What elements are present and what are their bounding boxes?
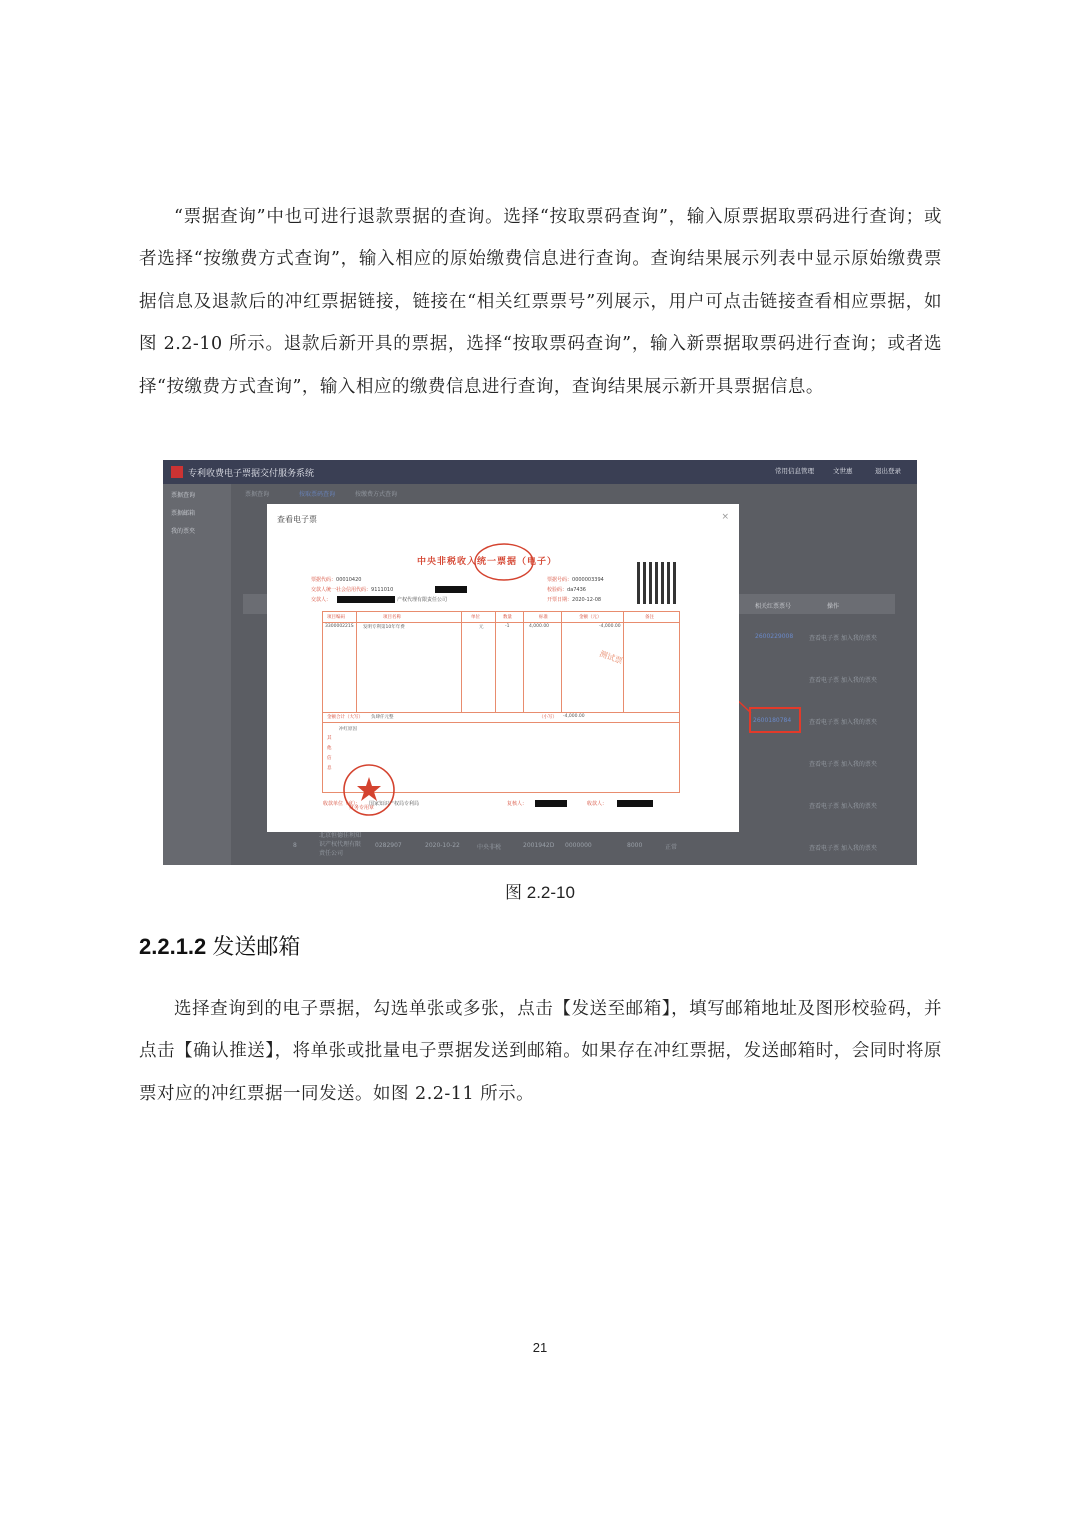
divider bbox=[323, 722, 679, 723]
red-ticket-link[interactable]: 2600180784 bbox=[753, 717, 792, 724]
app-title: 专利收费电子票据交付服务系统 bbox=[188, 469, 315, 479]
menu-info-manage[interactable]: 常用信息管理 bbox=[775, 467, 814, 475]
red-ticket-link[interactable]: 2600229008 bbox=[755, 633, 794, 640]
payer-id: 交款人统一社会信用代码：9111010 bbox=[311, 587, 394, 593]
invoice-code: 票据代码：00010420 bbox=[311, 577, 362, 583]
other-info-label: 其他信息 bbox=[327, 736, 332, 771]
other-info: 冲红原因 bbox=[339, 727, 357, 732]
menu-logout[interactable]: 退出登录 bbox=[875, 467, 901, 475]
unit-label: 收款单位（章）： bbox=[323, 801, 361, 807]
seal-text: 财务专用章 bbox=[349, 805, 375, 811]
col-header: 金额（元） bbox=[579, 615, 602, 620]
table-cell: -1 bbox=[505, 624, 510, 629]
table-cell: 发明专利第10年年费 bbox=[363, 625, 405, 630]
col-actions: 操作 bbox=[827, 603, 840, 610]
row-actions[interactable]: 查看电子票 加入我的票夹 bbox=[809, 761, 877, 768]
modal-title: 查看电子票 bbox=[277, 515, 317, 524]
sidebar bbox=[163, 484, 231, 865]
redaction bbox=[535, 800, 567, 807]
total-upper: 负肆仟元整 bbox=[371, 715, 394, 720]
payer: 交款人： bbox=[311, 597, 332, 603]
divider bbox=[461, 612, 462, 712]
col-header: 项目名称 bbox=[383, 615, 401, 620]
test-stamp: 测试票 bbox=[598, 649, 624, 666]
screenshot-figure bbox=[163, 460, 917, 865]
table-cell: 正常 bbox=[665, 844, 678, 851]
invoice-title: 中央非税收入统一票据（电子） bbox=[417, 557, 558, 567]
highlight-box bbox=[749, 707, 801, 733]
table-cell: 元 bbox=[479, 625, 484, 630]
row-actions[interactable]: 查看电子票 加入我的票夹 bbox=[809, 845, 877, 852]
tab-query[interactable]: 票据查询 bbox=[245, 491, 270, 498]
section-title: 发送邮箱 bbox=[212, 935, 301, 960]
table-cell: 0282907 bbox=[375, 842, 402, 849]
table-cell: -4,000.00 bbox=[599, 624, 621, 629]
table-cell: 0000000 bbox=[565, 842, 592, 849]
row-actions[interactable]: 查看电子票 加入我的票夹 bbox=[809, 719, 877, 726]
total-small-label: （小写） bbox=[539, 715, 557, 720]
figure-caption: 图 2.2-10 bbox=[505, 883, 575, 902]
divider bbox=[356, 612, 357, 712]
sidebar-item-mailbox[interactable]: 票据邮箱 bbox=[171, 510, 196, 517]
col-header: 数量 bbox=[503, 615, 512, 620]
table-cell: 8000 bbox=[627, 842, 643, 849]
table-cell: 中央非税 bbox=[477, 844, 502, 851]
total-small: -4,000.00 bbox=[563, 714, 585, 719]
app-logo bbox=[171, 466, 183, 478]
table-cell: 2020-10-22 bbox=[425, 842, 460, 849]
col-header: 标准 bbox=[539, 615, 548, 620]
redaction bbox=[617, 800, 653, 807]
sidebar-item-query[interactable]: 票据查询 bbox=[171, 492, 196, 499]
col-red-ticket: 相关红票票号 bbox=[755, 603, 792, 610]
divider bbox=[623, 612, 624, 712]
section-heading bbox=[139, 930, 300, 961]
tab-by-code[interactable]: 按取票码查询 bbox=[299, 491, 336, 498]
divider bbox=[523, 612, 524, 712]
app-header bbox=[163, 460, 917, 484]
redaction bbox=[435, 586, 467, 593]
table-cell: 4,000.00 bbox=[529, 624, 550, 629]
row-actions[interactable]: 查看电子票 加入我的票夹 bbox=[809, 635, 877, 642]
row-actions[interactable]: 查看电子票 加入我的票夹 bbox=[809, 677, 877, 684]
sidebar-item-wallet[interactable]: 我的票夹 bbox=[171, 528, 196, 535]
invoice-modal bbox=[267, 504, 739, 832]
body-paragraph: 选择查询到的电子票据，勾选单张或多张，点击【发送至邮箱】，填写邮箱地址及图形校验码，并点击【确认推送】，将单张或批量电子票据发送到邮箱。如果存在冲红票据，发送邮箱时，会同时将原票对应的冲红票据一同发送。如图 2.2-11 所示。 bbox=[139, 999, 942, 1104]
qr-code-icon bbox=[637, 562, 679, 604]
check-code: 校验码：da7436 bbox=[547, 587, 586, 593]
col-header: 备注 bbox=[645, 615, 654, 620]
table-cell: 8 bbox=[293, 842, 297, 849]
divider bbox=[323, 712, 679, 713]
redaction bbox=[337, 596, 395, 603]
menu-user[interactable]: 文世惠 bbox=[833, 467, 853, 475]
col-header: 单位 bbox=[471, 615, 480, 620]
payer-name: 产权代理有限责任公司 bbox=[397, 597, 448, 603]
payee-label: 收款人： bbox=[587, 801, 608, 807]
close-icon[interactable]: × bbox=[721, 512, 729, 522]
reviewer-label: 复核人： bbox=[507, 801, 528, 807]
total-label: 金额合计（大写） bbox=[327, 715, 363, 720]
row-actions[interactable]: 查看电子票 加入我的票夹 bbox=[809, 803, 877, 810]
divider bbox=[323, 622, 679, 623]
body-paragraph: “票据查询”中也可进行退款票据的查询。选择“按取票码查询”，输入原票据取票码进行查询；或者选择“按缴费方式查询”，输入相应的原始缴费信息进行查询。查询结果展示列表中显示原始缴费票据信息及退款后的冲红票据链接，链接在“相关红票票号”列展示，用户可点击链接查看相应票据，如图 2.2-10 所示。退款后新开具的票据，选择“按取票码查询”，输入新票据取票码进行查询；或者选择“按缴费方式查询”，输入相应的缴费信息进行查询，查询结果展示新开具票据信息。 bbox=[139, 207, 942, 397]
page-number: 21 bbox=[532, 1340, 548, 1355]
unit-name: 国家知识产权局专利局 bbox=[369, 801, 420, 807]
section-number: 2.2.1.2 bbox=[139, 934, 207, 959]
divider bbox=[495, 612, 496, 712]
divider bbox=[561, 612, 562, 712]
table-cell: 北京恒德佳利知识产权代理有限责任公司 bbox=[319, 832, 362, 857]
table-cell: 2001942D bbox=[523, 842, 555, 849]
table-cell: 330000221S bbox=[325, 624, 354, 629]
invoice-date: 开票日期：2020-12-08 bbox=[547, 597, 602, 603]
invoice-number: 票据号码：0000003394 bbox=[547, 577, 604, 583]
tab-by-payment[interactable]: 按缴费方式查询 bbox=[355, 491, 398, 498]
col-header: 项目编码 bbox=[327, 615, 345, 620]
